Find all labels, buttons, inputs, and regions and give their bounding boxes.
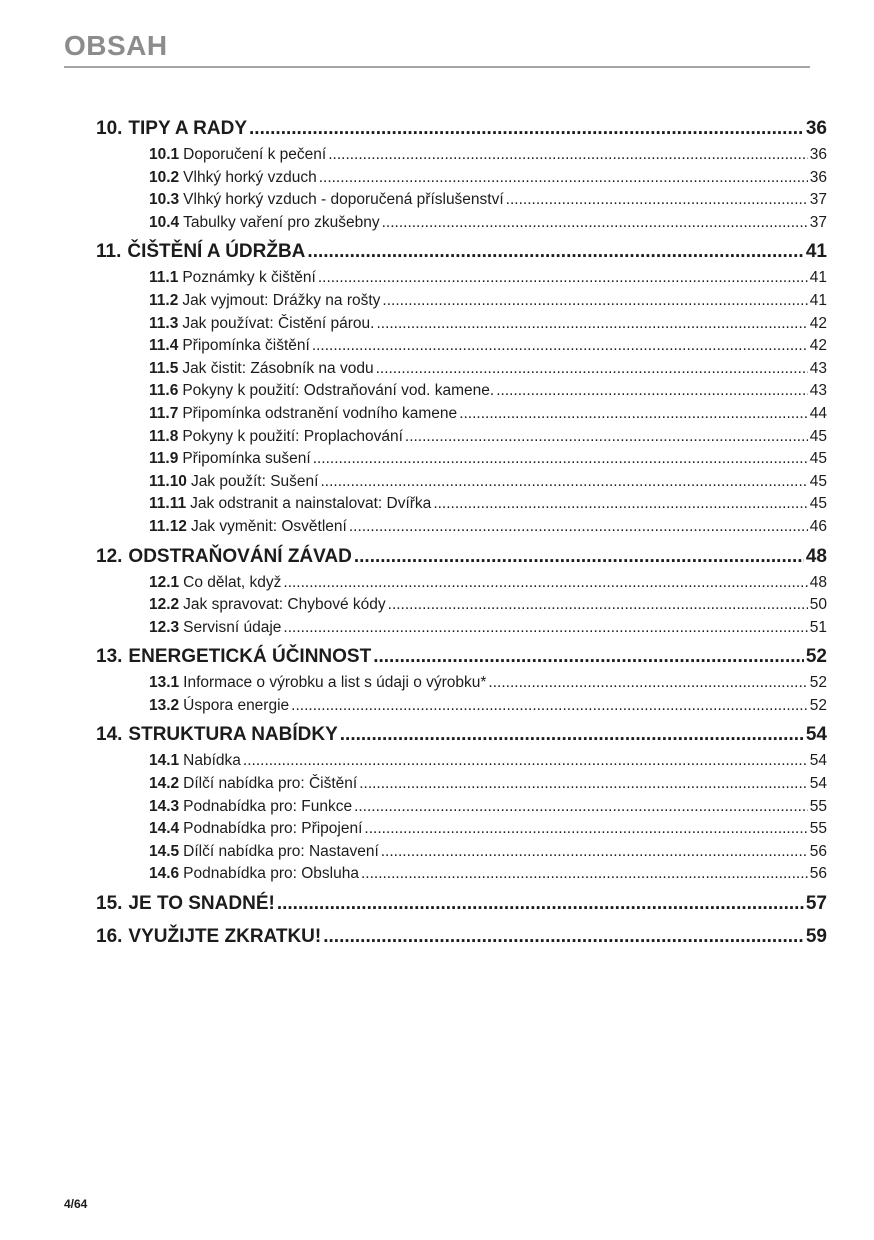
toc-subsection-entry[interactable] — [96, 267, 827, 290]
toc-subsection-entry[interactable] — [96, 796, 827, 819]
toc-subsection-entry[interactable] — [96, 863, 827, 886]
toc-entry-number: 11.9 — [149, 450, 179, 468]
toc-entry-label: Jak odstranit a nainstalovat: Dvířka — [190, 495, 432, 513]
dot-leader — [381, 841, 808, 864]
dot-leader — [291, 695, 808, 718]
dot-leader — [323, 922, 804, 952]
toc-entry-number: 11.5 — [149, 359, 179, 377]
toc-entry-number: 10.2 — [149, 168, 180, 186]
toc-entry-number: 10.3 — [149, 191, 180, 209]
toc-subsection-entry[interactable] — [96, 695, 827, 718]
toc-entry-label: Co dělat, když — [183, 573, 282, 591]
toc-entry-number: 10. — [96, 118, 123, 139]
toc-entry-number: 11.7 — [149, 404, 179, 422]
dot-leader — [349, 516, 808, 539]
dot-leader — [459, 403, 808, 426]
toc-entry-number: 11.3 — [149, 314, 179, 332]
dot-leader — [376, 313, 807, 336]
toc-entry-page: 45 — [809, 450, 827, 468]
toc-entry-label: Tabulky vaření pro zkušebny — [183, 213, 380, 231]
dot-leader — [354, 796, 808, 819]
toc-section — [96, 542, 827, 640]
toc-entry-page: 59 — [805, 926, 827, 948]
toc-entry-label: Informace o výrobku a list s údaji o výrobku* — [183, 674, 487, 692]
toc-entry-label: TIPY A RADY — [128, 118, 248, 139]
dot-leader — [376, 358, 808, 381]
dot-leader — [364, 818, 807, 841]
toc-entry-number: 14.1 — [149, 752, 180, 770]
toc-subsection-entry[interactable] — [96, 516, 827, 539]
toc-entry-number: 14.2 — [149, 775, 180, 793]
toc-subsection-entry[interactable] — [96, 448, 827, 471]
toc-chapter-entry[interactable] — [96, 922, 827, 952]
toc-subsection-entry[interactable] — [96, 290, 827, 313]
toc-entry-label: ODSTRAŇOVÁNÍ ZÁVAD — [128, 545, 352, 567]
toc-chapter-entry[interactable] — [96, 237, 827, 267]
toc-entry-page: 51 — [809, 618, 827, 636]
toc-entry-number: 11.12 — [149, 517, 187, 535]
toc-entry-label: STRUKTURA NABÍDKY — [128, 724, 338, 746]
toc-section — [96, 114, 827, 234]
toc-entry-page: 45 — [809, 495, 827, 513]
toc-entry-label: Podnabídka pro: Funkce — [183, 797, 353, 815]
dot-leader — [496, 380, 808, 403]
toc-subsection-entry[interactable] — [96, 426, 827, 449]
toc-entry-number: 13.2 — [149, 696, 180, 714]
toc-subsection-entry[interactable] — [96, 144, 827, 167]
toc-subsection-entry[interactable] — [96, 212, 827, 235]
toc-entry-page: 46 — [809, 517, 827, 535]
toc-entry-page: 50 — [809, 596, 827, 614]
toc-entry-page: 36 — [809, 146, 827, 163]
toc-entry-number: 12.2 — [149, 596, 180, 614]
toc-entry-number: 10.4 — [149, 213, 180, 231]
toc-entry-page: 48 — [805, 545, 827, 567]
toc-subsection-entry[interactable] — [96, 773, 827, 796]
toc-chapter-entry[interactable] — [96, 114, 827, 144]
toc-entry-number: 15. — [96, 893, 123, 915]
toc-chapter-entry[interactable] — [96, 720, 827, 750]
dot-leader — [405, 426, 808, 449]
toc-entry-label: Servisní údaje — [183, 618, 282, 636]
toc-entry-page: 57 — [805, 893, 827, 915]
page-number: 4/64 — [64, 1197, 88, 1211]
toc-entry-page: 43 — [809, 382, 827, 400]
toc-entry-label: Připomínka sušení — [182, 450, 311, 468]
toc-entry-number: 14.4 — [149, 820, 180, 838]
toc-entry-label: Vlhký horký vzduch - doporučená příslušenství — [183, 191, 504, 209]
toc-entry-page: 55 — [809, 820, 827, 838]
dot-leader — [354, 542, 804, 572]
dot-leader — [388, 594, 808, 617]
dot-leader — [283, 572, 807, 595]
toc-entry-label: Dílčí nabídka pro: Čištění — [183, 775, 358, 793]
toc-entry-number: 11. — [96, 241, 122, 263]
toc-subsection-entry[interactable] — [96, 572, 827, 595]
toc-subsection-entry[interactable] — [96, 167, 827, 190]
toc-subsection-entry[interactable] — [96, 471, 827, 494]
toc-chapter-entry[interactable] — [96, 542, 827, 572]
toc-section — [96, 642, 827, 717]
toc-entry-number: 11.2 — [149, 291, 179, 309]
toc-entry-number: 14.6 — [149, 865, 180, 883]
toc-entry-label: ČIŠTĚNÍ A ÚDRŽBA — [127, 241, 306, 263]
dot-leader — [433, 493, 807, 516]
dot-leader — [488, 672, 807, 695]
toc-entry-page: 45 — [809, 472, 827, 490]
dot-leader — [313, 448, 808, 471]
toc-entry-number: 12.1 — [149, 573, 180, 591]
toc-entry-label: JE TO SNADNÉ! — [128, 893, 275, 915]
toc-entry-number: 13. — [96, 646, 123, 668]
dot-leader — [318, 267, 808, 290]
toc-entry-page: 41 — [809, 291, 827, 309]
toc-chapter-entry[interactable] — [96, 889, 827, 919]
toc-subsection-entry[interactable] — [96, 403, 827, 426]
toc-subsection-entry[interactable] — [96, 313, 827, 336]
toc-entry-label: Vlhký horký vzduch — [183, 168, 317, 186]
toc-entry-page: 48 — [809, 573, 827, 591]
toc-entry-page: 52 — [809, 696, 827, 714]
toc-entry-page: 52 — [809, 674, 827, 692]
toc-entry-page: 41 — [805, 241, 827, 263]
toc-subsection-entry[interactable] — [96, 818, 827, 841]
toc-entry-number: 14.5 — [149, 842, 180, 860]
toc-entry-page: 56 — [809, 842, 827, 860]
toc-subsection-entry[interactable] — [96, 594, 827, 617]
toc-entry-label: Pokyny k použití: Proplachování — [182, 427, 403, 445]
toc-chapter-entry[interactable] — [96, 642, 827, 672]
toc-entry-page: 54 — [809, 752, 827, 770]
dot-leader — [319, 167, 808, 190]
toc-entry-label: Podnabídka pro: Obsluha — [183, 865, 359, 883]
toc-subsection-entry[interactable] — [96, 380, 827, 403]
dot-leader — [373, 642, 804, 672]
toc-subsection-entry[interactable] — [96, 750, 827, 773]
toc-entry-label: ENERGETICKÁ ÚČINNOST — [128, 646, 372, 668]
toc-entry-page: 37 — [809, 191, 827, 209]
toc-entry-page: 45 — [809, 427, 827, 445]
toc-entry-number: 12. — [96, 545, 123, 567]
page-title: OBSAH — [64, 30, 168, 61]
toc-entry-number: 11.4 — [149, 337, 179, 355]
toc-entry-number: 13.1 — [149, 674, 180, 692]
toc-entry-page: 52 — [805, 646, 827, 668]
toc-entry-number: 14. — [96, 724, 123, 746]
toc-entry-number: 11.1 — [149, 269, 179, 287]
toc-section — [96, 237, 827, 538]
toc-section — [96, 922, 827, 952]
toc-subsection-entry[interactable] — [96, 189, 827, 212]
toc-entry-page: 55 — [809, 797, 827, 815]
dot-leader — [320, 471, 807, 494]
toc-section — [96, 720, 827, 886]
toc-entry-label: Nabídka — [183, 752, 241, 770]
toc-entry-number: 10.1 — [149, 146, 180, 163]
toc-entry-page: 37 — [809, 213, 827, 231]
toc-entry-label: Dílčí nabídka pro: Nastavení — [183, 842, 379, 860]
toc-entry-page: 41 — [809, 269, 827, 287]
dot-leader — [312, 335, 808, 358]
toc-entry-page: 36 — [805, 118, 827, 139]
toc-entry-page: 54 — [809, 775, 827, 793]
dot-leader — [307, 237, 803, 267]
toc-entry-label: Jak spravovat: Chybové kódy — [183, 596, 386, 614]
toc-entry-label: Jak čistit: Zásobník na vodu — [182, 359, 374, 377]
toc-entry-label: Podnabídka pro: Připojení — [183, 820, 363, 838]
toc-entry-number: 11.6 — [149, 382, 179, 400]
toc-entry-number: 14.3 — [149, 797, 180, 815]
toc-entry-label: Pokyny k použití: Odstraňování vod. kamene. — [182, 382, 495, 400]
dot-leader — [359, 773, 808, 796]
toc-entry-label: Jak vyměnit: Osvětlení — [190, 517, 347, 535]
toc-entry-number: 16. — [96, 926, 123, 948]
dot-leader — [506, 189, 808, 212]
toc-entry-page: 42 — [809, 314, 827, 332]
title-divider — [64, 66, 810, 68]
toc-subsection-entry[interactable] — [96, 335, 827, 358]
dot-leader — [328, 144, 808, 167]
toc-entry-number: 11.10 — [149, 472, 187, 490]
dot-leader — [249, 114, 804, 144]
toc-entry-page: 44 — [809, 404, 827, 422]
toc-section — [96, 889, 827, 919]
dot-leader — [382, 290, 807, 313]
toc-entry-label: Doporučení k pečení — [183, 146, 327, 163]
toc-entry-page: 56 — [809, 865, 827, 883]
toc-entry-label: Připomínka čištění — [182, 337, 310, 355]
dot-leader — [283, 617, 807, 640]
toc-subsection-entry[interactable] — [96, 493, 827, 516]
toc-entry-page: 43 — [809, 359, 827, 377]
dot-leader — [277, 889, 804, 919]
toc-entry-page: 54 — [805, 724, 827, 746]
toc-entry-label: VYUŽIJTE ZKRATKU! — [128, 926, 322, 948]
toc-entry-label: Úspora energie — [183, 696, 290, 714]
table-of-contents — [96, 114, 827, 955]
toc-entry-page: 36 — [809, 168, 827, 186]
toc-entry-label: Jak použít: Sušení — [190, 472, 319, 490]
toc-subsection-entry[interactable] — [96, 841, 827, 864]
dot-leader — [340, 720, 804, 750]
toc-entry-number: 11.11 — [149, 495, 187, 513]
toc-entry-label: Poznámky k čištění — [182, 269, 316, 287]
toc-entry-number: 12.3 — [149, 618, 180, 636]
toc-subsection-entry[interactable] — [96, 358, 827, 381]
toc-entry-label: Jak používat: Čistění párou. — [182, 314, 375, 332]
dot-leader — [243, 750, 808, 773]
dot-leader — [382, 212, 808, 235]
toc-subsection-entry[interactable] — [96, 617, 827, 640]
toc-entry-label: Jak vyjmout: Drážky na rošty — [182, 291, 381, 309]
dot-leader — [361, 863, 808, 886]
toc-entry-page: 42 — [809, 337, 827, 355]
toc-subsection-entry[interactable] — [96, 672, 827, 695]
toc-entry-label: Připomínka odstranění vodního kamene — [182, 404, 458, 422]
toc-entry-number: 11.8 — [149, 427, 179, 445]
